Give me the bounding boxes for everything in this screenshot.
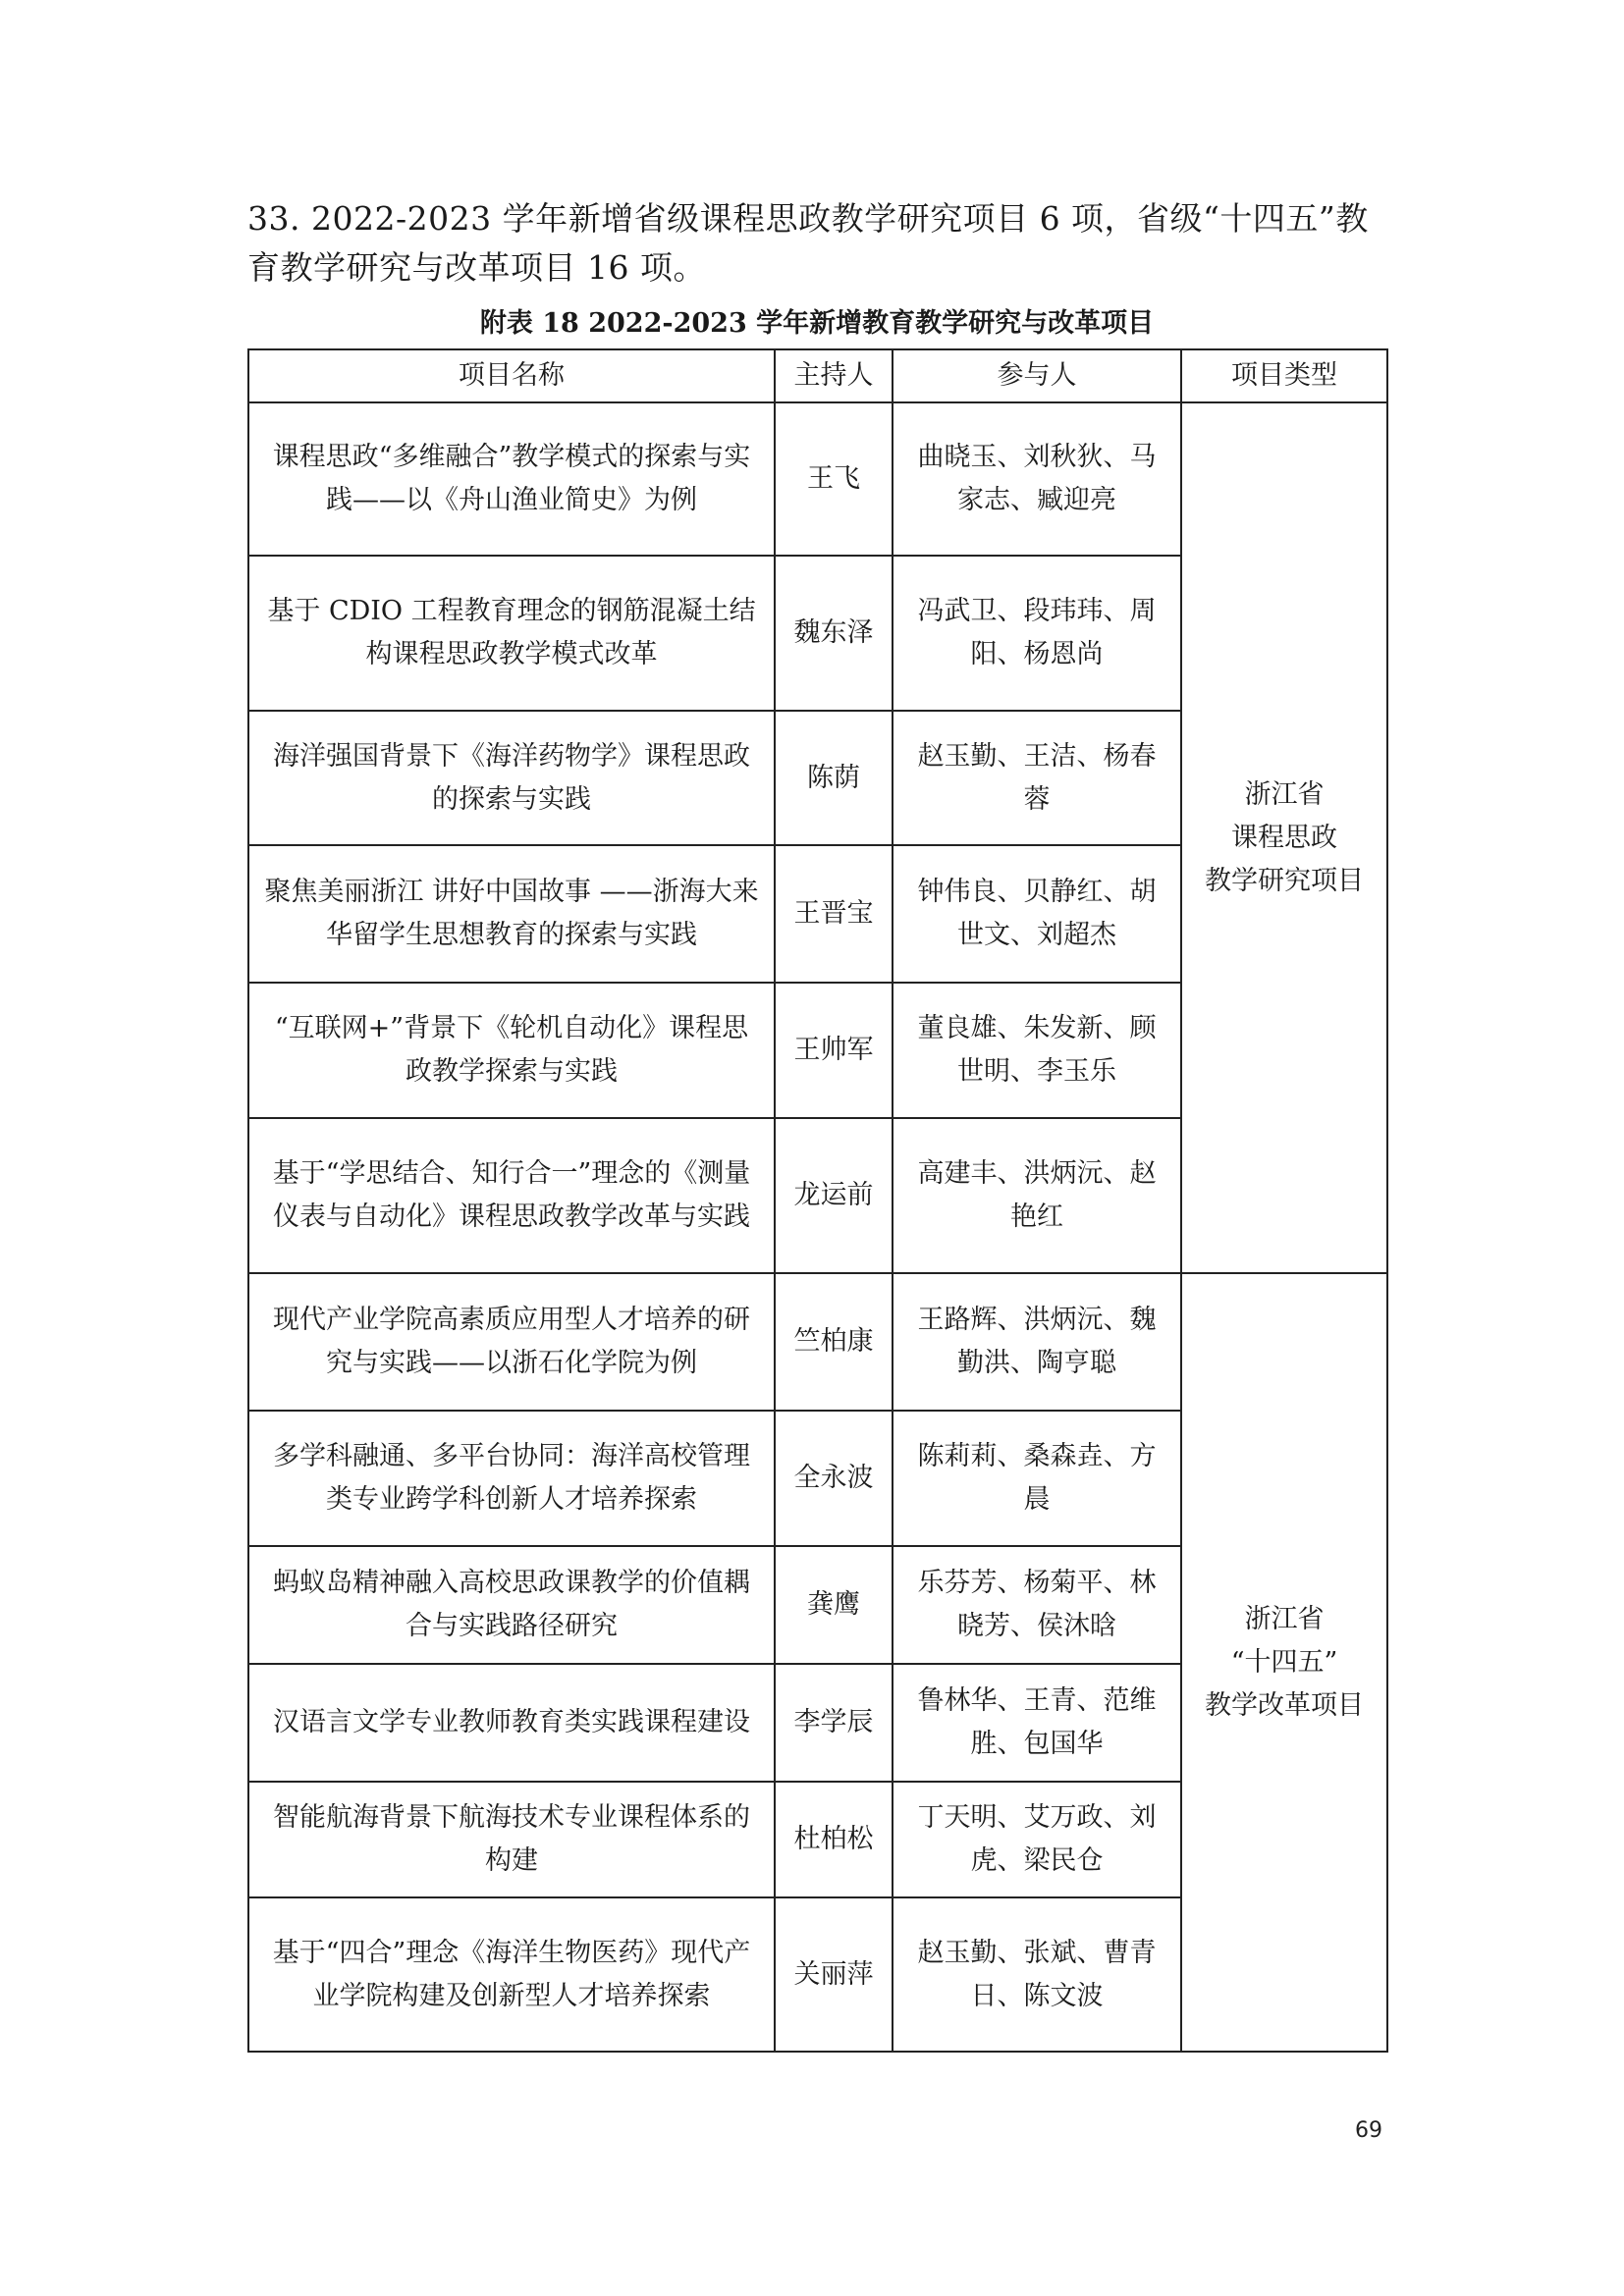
host-cell: 李学辰 (775, 1664, 893, 1782)
participants-cell: 董良雄、朱发新、顾世明、李玉乐 (893, 983, 1181, 1118)
participants-cell: 赵玉勤、张斌、曹青日、陈文波 (893, 1897, 1181, 2052)
host-cell: 王飞 (775, 402, 893, 556)
host-cell: 魏东泽 (775, 556, 893, 711)
host-cell: 竺柏康 (775, 1273, 893, 1411)
project-name-cell: 基于“学思结合、知行合一”理念的《测量仪表与自动化》课程思政教学改革与实践 (248, 1118, 775, 1273)
host-cell: 王晋宝 (775, 845, 893, 983)
host-cell: 龙运前 (775, 1118, 893, 1273)
project-name-cell: 聚焦美丽浙江 讲好中国故事 ——浙海大来华留学生思想教育的探索与实践 (248, 845, 775, 983)
participants-cell: 曲晓玉、刘秋狄、马家志、臧迎亮 (893, 402, 1181, 556)
page-number: 69 (1355, 2118, 1382, 2143)
project-type-cell: 浙江省 课程思政 教学研究项目 (1181, 402, 1387, 1273)
host-cell: 关丽萍 (775, 1897, 893, 2052)
participants-cell: 陈莉莉、桑森垚、方晨 (893, 1411, 1181, 1546)
participants-cell: 赵玉勤、王洁、杨春蓉 (893, 711, 1181, 845)
host-cell: 全永波 (775, 1411, 893, 1546)
projects-table (247, 348, 1388, 2053)
participants-cell: 高建丰、洪炳沅、赵艳红 (893, 1118, 1181, 1273)
host-cell: 龚鹰 (775, 1546, 893, 1664)
header-project-name: 项目名称 (248, 349, 775, 402)
participants-cell: 丁天明、艾万政、刘虎、梁民仓 (893, 1782, 1181, 1897)
project-name-cell: 蚂蚁岛精神融入高校思政课教学的价值耦合与实践路径研究 (248, 1546, 775, 1664)
project-name-cell: 课程思政“多维融合”教学模式的探索与实践——以《舟山渔业简史》为例 (248, 402, 775, 556)
participants-cell: 乐芬芳、杨菊平、林晓芳、侯沐晗 (893, 1546, 1181, 1664)
participants-cell: 钟伟良、贝静红、胡世文、刘超杰 (893, 845, 1181, 983)
participants-cell: 王路辉、洪炳沅、魏勤洪、陶亨聪 (893, 1273, 1181, 1411)
participants-cell: 冯武卫、段玮玮、周阳、杨恩尚 (893, 556, 1181, 711)
header-host: 主持人 (775, 349, 893, 402)
project-name-cell: “互联网+”背景下《轮机自动化》课程思政教学探索与实践 (248, 983, 775, 1118)
project-name-cell: 海洋强国背景下《海洋药物学》课程思政的探索与实践 (248, 711, 775, 845)
project-name-cell: 现代产业学院高素质应用型人才培养的研究与实践——以浙石化学院为例 (248, 1273, 775, 1411)
table-header-row (248, 349, 1387, 402)
table-caption: 附表 18 2022-2023 学年新增教育教学研究与改革项目 (479, 308, 1155, 339)
project-type-cell: 浙江省 “十四五” 教学改革项目 (1181, 1273, 1387, 2052)
header-participants: 参与人 (893, 349, 1181, 402)
project-name-cell: 基于 CDIO 工程教育理念的钢筋混凝土结构课程思政教学模式改革 (248, 556, 775, 711)
table-row (248, 402, 1387, 556)
project-name-cell: 基于“四合”理念《海洋生物医药》现代产业学院构建及创新型人才培养探索 (248, 1897, 775, 2052)
host-cell: 王帅军 (775, 983, 893, 1118)
project-name-cell: 多学科融通、多平台协同：海洋高校管理类专业跨学科创新人才培养探索 (248, 1411, 775, 1546)
host-cell: 陈荫 (775, 711, 893, 845)
project-name-cell: 汉语言文学专业教师教育类实践课程建设 (248, 1664, 775, 1782)
intro-paragraph: 33. 2022-2023 学年新增省级课程思政教学研究项目 6 项，省级“十四五”教育教学研究与改革项目 16 项。 (247, 199, 1369, 287)
header-project-type: 项目类型 (1181, 349, 1387, 402)
host-cell: 杜柏松 (775, 1782, 893, 1897)
participants-cell: 鲁林华、王青、范维胜、包国华 (893, 1664, 1181, 1782)
table-row (248, 1273, 1387, 1411)
project-name-cell: 智能航海背景下航海技术专业课程体系的构建 (248, 1782, 775, 1897)
